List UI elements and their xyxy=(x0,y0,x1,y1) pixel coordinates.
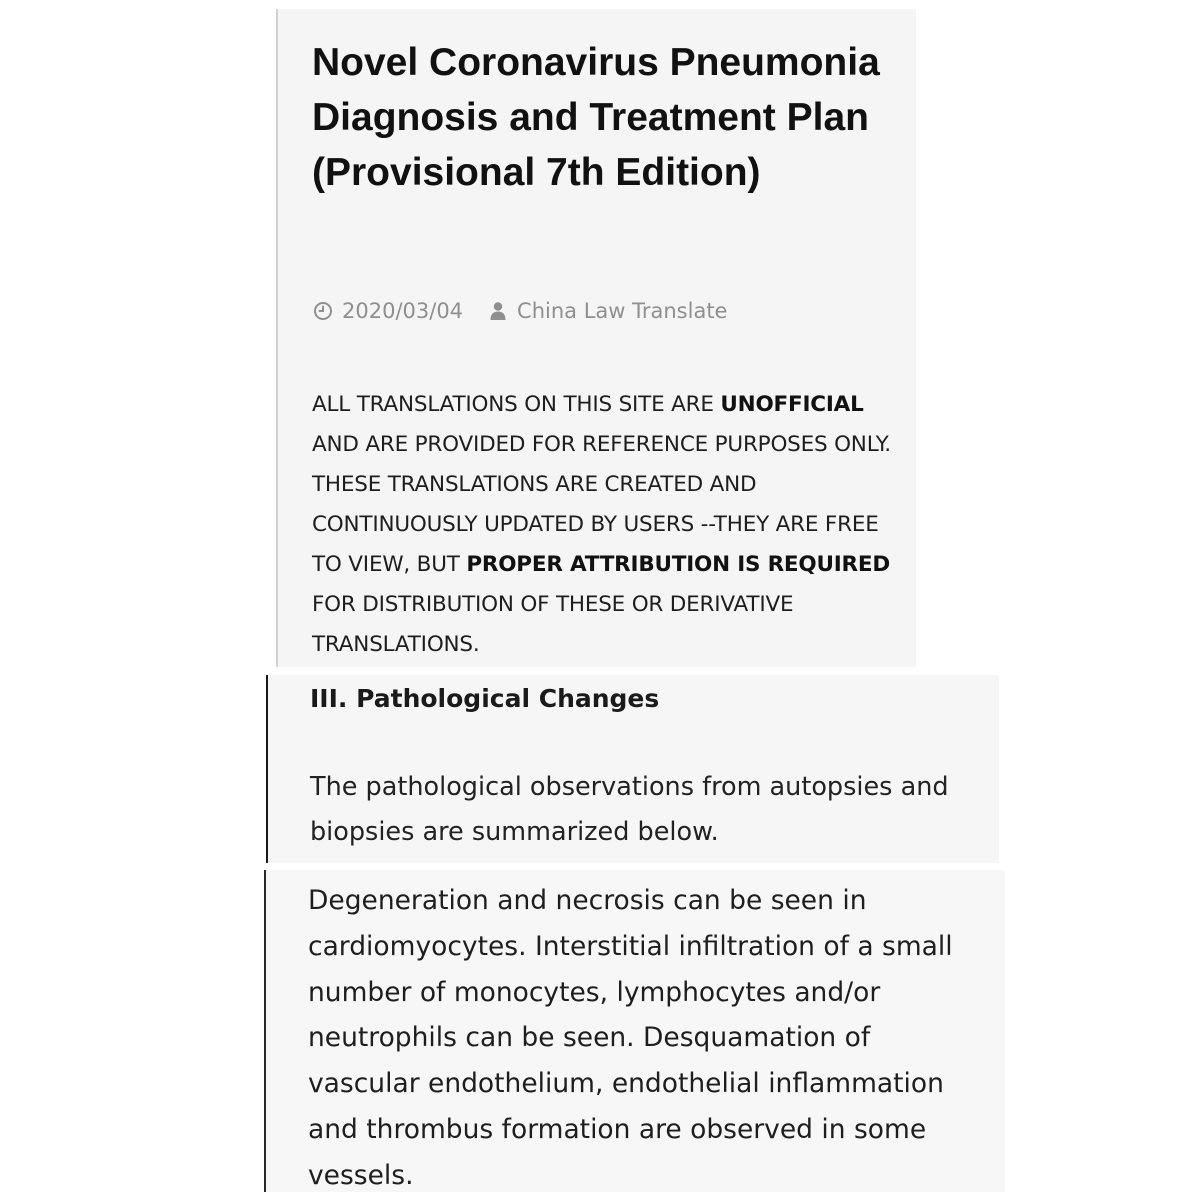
article-header-panel xyxy=(276,9,916,667)
body-paragraph-panel xyxy=(264,870,1005,1192)
article-date: 2020/03/04 xyxy=(342,299,464,323)
article-title: Novel Coronavirus Pneumonia Diagnosis and Treatment Plan (Provisional 7th Edition) xyxy=(312,41,880,194)
section-heading: III. Pathological Changes xyxy=(310,684,660,713)
article-meta xyxy=(312,299,727,323)
translation-disclaimer xyxy=(312,385,897,665)
article-author[interactable]: China Law Translate xyxy=(517,299,728,323)
clock-icon xyxy=(312,300,334,322)
body-paragraph: Degeneration and necrosis can be seen in cardiomyocytes. Interstitial infiltration of a small number of monocytes, lymphocytes and/or neutrophils can be seen. Desquamation of vascular endothelium, endothelial inflammation and thrombus formation are observed in some vessels. xyxy=(308,885,953,1191)
disclaimer-bold-attribution: PROPER ATTRIBUTION IS REQUIRED xyxy=(466,552,891,577)
user-icon xyxy=(487,300,509,322)
section-heading-panel xyxy=(266,675,999,863)
disclaimer-bold-unofficial: UNOFFICIAL xyxy=(720,392,864,417)
section-intro: The pathological observations from autopsies and biopsies are summarized below. xyxy=(310,772,949,847)
disclaimer-text-2: AND ARE PROVIDED FOR REFERENCE PURPOSES ONLY. THESE TRANSLATIONS ARE CREATED AND CONTINUOUSLY UPDATED BY USERS --THEY ARE FREE TO VIEW, BUT xyxy=(312,432,891,577)
disclaimer-text-1: ALL TRANSLATIONS ON THIS SITE ARE xyxy=(312,392,721,417)
disclaimer-text-3: FOR DISTRIBUTION OF THESE OR DERIVATIVE TRANSLATIONS. xyxy=(312,592,794,657)
